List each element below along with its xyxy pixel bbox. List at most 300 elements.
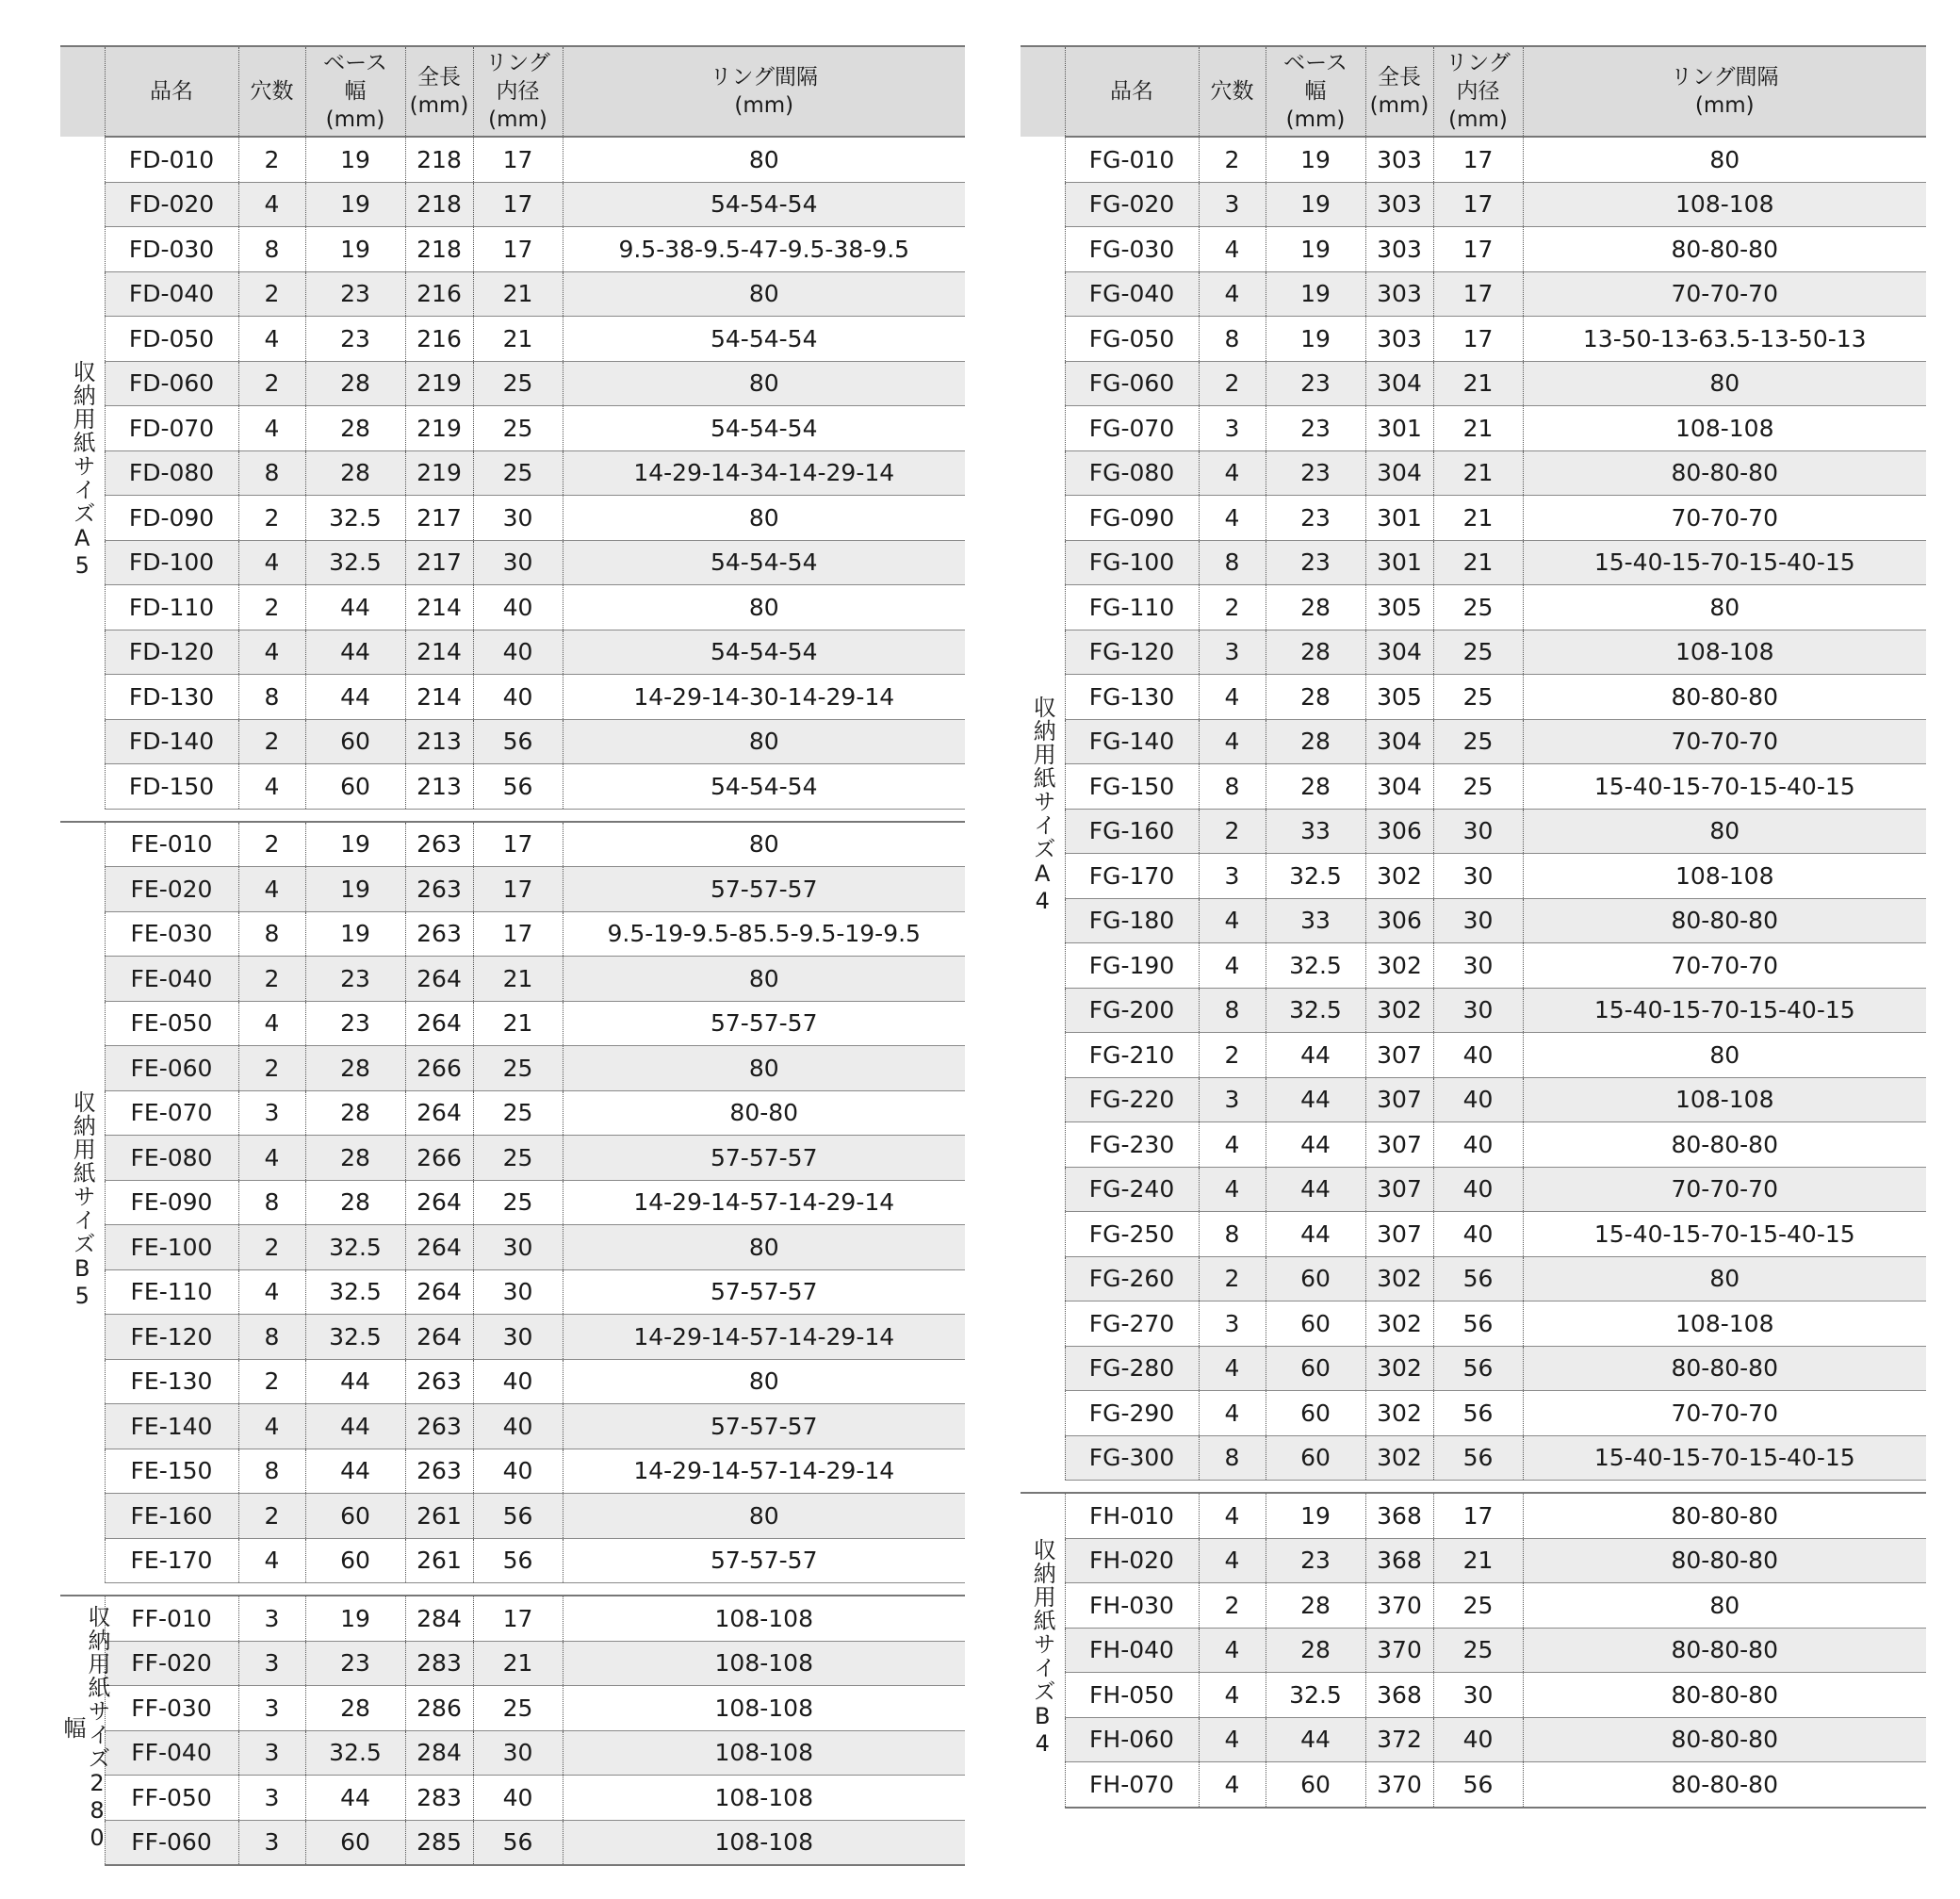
cell-holes: 2 [238, 822, 305, 867]
cell-holes: 4 [238, 1136, 305, 1181]
cell-name: FD-050 [105, 317, 238, 362]
cell-holes: 2 [1199, 361, 1266, 406]
header-name: 品名 [105, 46, 238, 137]
cell-ring-diameter: 40 [1433, 1033, 1523, 1078]
cell-base-width: 33 [1266, 898, 1365, 943]
table-row [60, 317, 965, 362]
cell-ring-spacing: 108-108 [563, 1686, 965, 1731]
cell-name: FG-020 [1065, 182, 1199, 227]
cell-ring-spacing: 70-70-70 [1523, 1167, 1926, 1212]
cell-ring-spacing: 80 [1523, 361, 1926, 406]
cell-ring-spacing: 54-54-54 [563, 540, 965, 585]
cell-ring-diameter: 30 [473, 1225, 563, 1270]
table-row [1021, 1033, 1926, 1078]
cell-ring-spacing: 80-80-80 [1523, 1493, 1926, 1538]
cell-holes: 4 [238, 764, 305, 810]
cell-ring-diameter: 21 [473, 271, 563, 317]
header-holes: 穴数 [238, 46, 305, 137]
cell-base-width: 32.5 [1266, 854, 1365, 899]
cell-holes: 4 [238, 1269, 305, 1315]
cell-ring-diameter: 40 [1433, 1212, 1523, 1257]
cell-length: 216 [405, 317, 473, 362]
cell-length: 219 [405, 361, 473, 406]
cell-name: FG-140 [1065, 719, 1199, 764]
cell-ring-diameter: 25 [473, 1180, 563, 1225]
table-row [60, 450, 965, 496]
cell-name: FG-120 [1065, 630, 1199, 675]
cell-holes: 2 [238, 957, 305, 1002]
cell-length: 214 [405, 630, 473, 675]
header-holes: 穴数 [1199, 46, 1266, 137]
cell-ring-spacing: 80 [563, 1359, 965, 1404]
cell-length: 303 [1365, 182, 1433, 227]
cell-name: FG-100 [1065, 540, 1199, 585]
cell-ring-diameter: 56 [1433, 1346, 1523, 1391]
cell-length: 306 [1365, 898, 1433, 943]
table-row [1021, 1673, 1926, 1718]
table-row [1021, 271, 1926, 317]
cell-name: FD-080 [105, 450, 238, 496]
cell-ring-spacing: 54-54-54 [563, 630, 965, 675]
cell-ring-spacing: 80-80-80 [1523, 450, 1926, 496]
cell-base-width: 19 [305, 1596, 405, 1641]
cell-name: FH-020 [1065, 1538, 1199, 1583]
cell-ring-diameter: 17 [473, 137, 563, 182]
cell-base-width: 28 [1266, 675, 1365, 720]
cell-name: FG-030 [1065, 227, 1199, 272]
cell-base-width: 32.5 [1266, 988, 1365, 1033]
cell-name: FG-280 [1065, 1346, 1199, 1391]
cell-holes: 8 [238, 1180, 305, 1225]
header-ring-spacing-text: リング間隔 (mm) [710, 65, 819, 118]
cell-holes: 4 [1199, 271, 1266, 317]
cell-ring-spacing: 70-70-70 [1523, 943, 1926, 989]
cell-ring-diameter: 40 [473, 1449, 563, 1494]
cell-holes: 4 [1199, 227, 1266, 272]
cell-base-width: 23 [305, 957, 405, 1002]
cell-base-width: 44 [305, 675, 405, 720]
cell-ring-spacing: 108-108 [1523, 182, 1926, 227]
cell-length: 304 [1365, 450, 1433, 496]
cell-length: 302 [1365, 988, 1433, 1033]
table-row [60, 496, 965, 541]
cell-holes: 2 [238, 1046, 305, 1091]
cell-length: 217 [405, 540, 473, 585]
cell-ring-diameter: 56 [473, 1820, 563, 1865]
cell-ring-spacing: 80 [563, 719, 965, 764]
cell-ring-spacing: 57-57-57 [563, 1269, 965, 1315]
table-row [1021, 1435, 1926, 1481]
table-row [1021, 496, 1926, 541]
cell-ring-spacing: 15-40-15-70-15-40-15 [1523, 764, 1926, 810]
cell-ring-spacing: 54-54-54 [563, 182, 965, 227]
cell-name: FH-010 [1065, 1493, 1199, 1538]
cell-base-width: 28 [1266, 630, 1365, 675]
cell-holes: 4 [1199, 898, 1266, 943]
cell-base-width: 60 [305, 1494, 405, 1539]
table-row [60, 911, 965, 957]
cell-ring-spacing: 54-54-54 [563, 764, 965, 810]
table-row [60, 1596, 965, 1641]
group-label-cell [60, 822, 105, 1583]
cell-ring-diameter: 40 [473, 1404, 563, 1449]
cell-base-width: 23 [1266, 450, 1365, 496]
cell-holes: 8 [1199, 764, 1266, 810]
cell-ring-diameter: 40 [1433, 1167, 1523, 1212]
cell-name: FF-010 [105, 1596, 238, 1641]
cell-ring-diameter: 25 [1433, 764, 1523, 810]
cell-ring-spacing: 15-40-15-70-15-40-15 [1523, 1212, 1926, 1257]
cell-holes: 2 [238, 137, 305, 182]
cell-holes: 4 [238, 1404, 305, 1449]
cell-ring-diameter: 21 [1433, 406, 1523, 451]
cell-ring-diameter: 17 [473, 867, 563, 912]
cell-base-width: 28 [1266, 764, 1365, 810]
cell-holes: 8 [238, 911, 305, 957]
cell-name: FD-130 [105, 675, 238, 720]
table-row [60, 1046, 965, 1091]
cell-name: FE-020 [105, 867, 238, 912]
cell-name: FD-110 [105, 585, 238, 630]
cell-ring-diameter: 40 [473, 675, 563, 720]
table-row [1021, 182, 1926, 227]
table-row [60, 540, 965, 585]
cell-length: 307 [1365, 1033, 1433, 1078]
cell-base-width: 23 [305, 1641, 405, 1686]
cell-ring-diameter: 25 [473, 1686, 563, 1731]
cell-ring-spacing: 14-29-14-57-14-29-14 [563, 1449, 965, 1494]
cell-base-width: 23 [1266, 496, 1365, 541]
group-separator-cell [60, 1583, 965, 1596]
cell-holes: 8 [238, 1449, 305, 1494]
cell-base-width: 28 [305, 1046, 405, 1091]
left-spec-table-container [60, 45, 965, 1866]
cell-base-width: 60 [1266, 1762, 1365, 1808]
group-header-cell [60, 46, 105, 137]
cell-length: 370 [1365, 1762, 1433, 1808]
cell-ring-spacing: 80 [563, 585, 965, 630]
cell-holes: 8 [1199, 988, 1266, 1033]
table-row [60, 227, 965, 272]
cell-holes: 3 [238, 1641, 305, 1686]
cell-length: 264 [405, 1225, 473, 1270]
cell-ring-diameter: 30 [1433, 943, 1523, 989]
header-length [405, 46, 473, 137]
cell-base-width: 44 [305, 1776, 405, 1821]
table-row [1021, 1493, 1926, 1538]
cell-holes: 4 [238, 867, 305, 912]
cell-length: 264 [405, 1269, 473, 1315]
cell-ring-spacing: 80 [563, 137, 965, 182]
table-row [1021, 361, 1926, 406]
cell-ring-spacing: 9.5-19-9.5-85.5-9.5-19-9.5 [563, 911, 965, 957]
cell-name: FD-090 [105, 496, 238, 541]
cell-name: FG-290 [1065, 1391, 1199, 1436]
table-row [1021, 1762, 1926, 1808]
cell-length: 216 [405, 271, 473, 317]
cell-ring-diameter: 25 [473, 1136, 563, 1181]
cell-length: 304 [1365, 630, 1433, 675]
group-label: 収納用紙サイズA5 [69, 360, 96, 580]
cell-name: FE-070 [105, 1090, 238, 1136]
cell-length: 303 [1365, 271, 1433, 317]
table-row [1021, 317, 1926, 362]
cell-length: 213 [405, 764, 473, 810]
cell-base-width: 23 [1266, 1538, 1365, 1583]
cell-name: FH-040 [1065, 1628, 1199, 1673]
cell-ring-spacing: 70-70-70 [1523, 271, 1926, 317]
cell-ring-spacing: 14-29-14-57-14-29-14 [563, 1315, 965, 1360]
cell-holes: 8 [238, 227, 305, 272]
cell-base-width: 60 [305, 764, 405, 810]
cell-name: FE-110 [105, 1269, 238, 1315]
cell-ring-spacing: 108-108 [563, 1596, 965, 1641]
table-row [60, 1136, 965, 1181]
table-row [1021, 1628, 1926, 1673]
cell-ring-spacing: 108-108 [563, 1641, 965, 1686]
cell-length: 307 [1365, 1167, 1433, 1212]
cell-name: FF-050 [105, 1776, 238, 1821]
table-row [60, 1359, 965, 1404]
cell-holes: 4 [238, 406, 305, 451]
cell-length: 219 [405, 406, 473, 451]
cell-name: FE-150 [105, 1449, 238, 1494]
cell-length: 263 [405, 822, 473, 867]
cell-holes: 2 [1199, 1583, 1266, 1629]
cell-ring-spacing: 80 [563, 271, 965, 317]
table-row [1021, 227, 1926, 272]
table-row [60, 585, 965, 630]
cell-ring-spacing: 108-108 [563, 1730, 965, 1776]
cell-ring-spacing: 80 [1523, 1256, 1926, 1301]
cell-ring-diameter: 30 [1433, 898, 1523, 943]
table-row [1021, 854, 1926, 899]
cell-ring-diameter: 30 [473, 1315, 563, 1360]
cell-holes: 3 [238, 1686, 305, 1731]
cell-ring-spacing: 57-57-57 [563, 867, 965, 912]
cell-base-width: 60 [1266, 1391, 1365, 1436]
cell-ring-spacing: 57-57-57 [563, 1404, 965, 1449]
cell-ring-spacing: 57-57-57 [563, 1538, 965, 1583]
group-label-cell [1021, 1493, 1065, 1808]
cell-holes: 4 [1199, 1673, 1266, 1718]
cell-base-width: 60 [305, 719, 405, 764]
table-row [60, 406, 965, 451]
cell-ring-diameter: 17 [1433, 1493, 1523, 1538]
table-row [1021, 1346, 1926, 1391]
cell-name: FH-050 [1065, 1673, 1199, 1718]
cell-ring-diameter: 21 [1433, 496, 1523, 541]
cell-holes: 2 [238, 585, 305, 630]
cell-length: 284 [405, 1730, 473, 1776]
cell-base-width: 23 [1266, 361, 1365, 406]
header-base-width [1266, 46, 1365, 137]
table-row [60, 957, 965, 1002]
cell-length: 370 [1365, 1628, 1433, 1673]
cell-ring-spacing: 80 [563, 496, 965, 541]
cell-ring-diameter: 40 [1433, 1077, 1523, 1122]
cell-ring-diameter: 30 [473, 1269, 563, 1315]
table-row [1021, 1391, 1926, 1436]
cell-length: 263 [405, 1449, 473, 1494]
cell-name: FE-030 [105, 911, 238, 957]
cell-length: 303 [1365, 317, 1433, 362]
table-row [1021, 675, 1926, 720]
cell-ring-diameter: 40 [473, 630, 563, 675]
cell-holes: 3 [238, 1596, 305, 1641]
cell-length: 368 [1365, 1493, 1433, 1538]
cell-base-width: 19 [305, 137, 405, 182]
table-row [60, 764, 965, 810]
cell-name: FG-110 [1065, 585, 1199, 630]
cell-base-width: 60 [1266, 1435, 1365, 1481]
header-ring-spacing [563, 46, 965, 137]
header-length-text: 全長 (mm) [409, 65, 469, 118]
table-row [60, 1538, 965, 1583]
cell-holes: 2 [1199, 1033, 1266, 1078]
table-row [1021, 898, 1926, 943]
cell-ring-diameter: 30 [1433, 809, 1523, 854]
cell-name: FE-140 [105, 1404, 238, 1449]
cell-base-width: 19 [1266, 1493, 1365, 1538]
cell-base-width: 32.5 [305, 1269, 405, 1315]
cell-length: 217 [405, 496, 473, 541]
header-base-width [305, 46, 405, 137]
cell-name: FE-160 [105, 1494, 238, 1539]
cell-ring-diameter: 30 [1433, 988, 1523, 1033]
cell-ring-spacing: 15-40-15-70-15-40-15 [1523, 540, 1926, 585]
cell-holes: 4 [238, 630, 305, 675]
cell-holes: 2 [1199, 809, 1266, 854]
table-row [60, 1269, 965, 1315]
cell-name: FE-080 [105, 1136, 238, 1181]
cell-name: FG-180 [1065, 898, 1199, 943]
cell-base-width: 28 [1266, 1628, 1365, 1673]
cell-base-width: 32.5 [305, 496, 405, 541]
cell-ring-spacing: 15-40-15-70-15-40-15 [1523, 988, 1926, 1033]
cell-holes: 4 [1199, 1391, 1266, 1436]
cell-base-width: 23 [1266, 540, 1365, 585]
cell-holes: 4 [238, 1001, 305, 1046]
cell-length: 285 [405, 1820, 473, 1865]
cell-length: 264 [405, 1090, 473, 1136]
cell-length: 264 [405, 1180, 473, 1225]
table-row [1021, 585, 1926, 630]
cell-name: FG-090 [1065, 496, 1199, 541]
cell-name: FG-230 [1065, 1122, 1199, 1168]
cell-base-width: 32.5 [305, 1730, 405, 1776]
group-label-cell [59, 1596, 110, 1865]
table-row [60, 361, 965, 406]
cell-name: FG-080 [1065, 450, 1199, 496]
cell-ring-spacing: 80 [1523, 809, 1926, 854]
table-row [1021, 1538, 1926, 1583]
cell-holes: 3 [1199, 854, 1266, 899]
cell-base-width: 32.5 [305, 540, 405, 585]
cell-name: FD-140 [105, 719, 238, 764]
cell-base-width: 19 [305, 182, 405, 227]
table-row [1021, 1301, 1926, 1347]
cell-holes: 4 [238, 182, 305, 227]
cell-ring-spacing: 80 [1523, 1033, 1926, 1078]
cell-base-width: 28 [1266, 585, 1365, 630]
cell-length: 302 [1365, 1391, 1433, 1436]
cell-name: FG-130 [1065, 675, 1199, 720]
cell-ring-diameter: 21 [473, 317, 563, 362]
table-row [60, 1315, 965, 1360]
cell-ring-spacing: 80 [1523, 585, 1926, 630]
cell-ring-spacing: 54-54-54 [563, 406, 965, 451]
cell-ring-diameter: 25 [473, 1046, 563, 1091]
cell-base-width: 32.5 [305, 1315, 405, 1360]
cell-ring-spacing: 108-108 [1523, 1301, 1926, 1347]
table-row [1021, 137, 1926, 182]
cell-length: 263 [405, 867, 473, 912]
cell-holes: 8 [238, 450, 305, 496]
cell-name: FD-060 [105, 361, 238, 406]
cell-name: FE-050 [105, 1001, 238, 1046]
cell-base-width: 32.5 [305, 1225, 405, 1270]
cell-length: 263 [405, 1404, 473, 1449]
cell-ring-spacing: 108-108 [1523, 406, 1926, 451]
cell-base-width: 19 [305, 867, 405, 912]
cell-ring-diameter: 17 [1433, 271, 1523, 317]
cell-holes: 8 [1199, 1212, 1266, 1257]
table-row [1021, 540, 1926, 585]
cell-length: 307 [1365, 1212, 1433, 1257]
cell-ring-spacing: 108-108 [1523, 630, 1926, 675]
cell-length: 264 [405, 1001, 473, 1046]
header-base-width-text: ベース 幅 (mm) [323, 51, 387, 132]
cell-ring-diameter: 30 [473, 496, 563, 541]
cell-base-width: 19 [305, 822, 405, 867]
cell-name: FD-010 [105, 137, 238, 182]
cell-length: 305 [1365, 675, 1433, 720]
cell-length: 214 [405, 585, 473, 630]
cell-length: 261 [405, 1538, 473, 1583]
cell-length: 302 [1365, 943, 1433, 989]
table-row [60, 675, 965, 720]
cell-base-width: 28 [305, 1136, 405, 1181]
cell-ring-spacing: 80-80-80 [1523, 898, 1926, 943]
cell-holes: 3 [1199, 406, 1266, 451]
cell-ring-spacing: 14-29-14-57-14-29-14 [563, 1180, 965, 1225]
cell-base-width: 28 [305, 450, 405, 496]
cell-holes: 2 [238, 271, 305, 317]
cell-length: 370 [1365, 1583, 1433, 1629]
table-row [1021, 1583, 1926, 1629]
cell-name: FD-020 [105, 182, 238, 227]
cell-ring-diameter: 25 [473, 1090, 563, 1136]
cell-length: 372 [1365, 1717, 1433, 1762]
cell-base-width: 23 [305, 271, 405, 317]
header-row [60, 46, 965, 137]
cell-length: 219 [405, 450, 473, 496]
cell-base-width: 32.5 [1266, 943, 1365, 989]
left-spec-table [60, 45, 965, 1866]
cell-ring-spacing: 108-108 [1523, 854, 1926, 899]
cell-length: 301 [1365, 496, 1433, 541]
cell-length: 286 [405, 1686, 473, 1731]
cell-holes: 4 [1199, 450, 1266, 496]
cell-length: 283 [405, 1776, 473, 1821]
cell-ring-spacing: 80 [563, 822, 965, 867]
cell-base-width: 44 [1266, 1717, 1365, 1762]
cell-length: 305 [1365, 585, 1433, 630]
cell-ring-diameter: 17 [473, 182, 563, 227]
cell-ring-spacing: 80 [1523, 137, 1926, 182]
cell-base-width: 60 [1266, 1256, 1365, 1301]
